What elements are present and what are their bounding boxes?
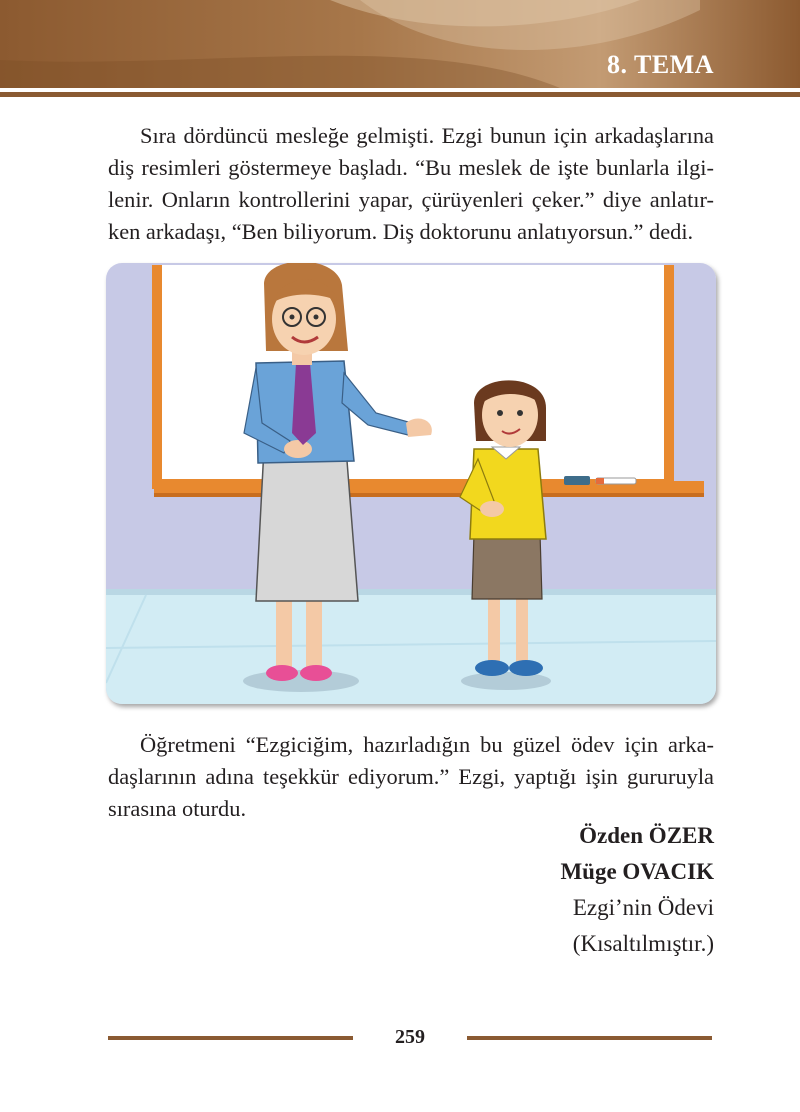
credits-block <box>560 818 714 962</box>
author-1: Özden ÖZER <box>579 823 714 848</box>
page-header <box>0 0 800 104</box>
footer-divider-right <box>467 1036 712 1040</box>
story-paragraph-1 <box>108 120 714 248</box>
work-title: Ezgi’nin Ödevi <box>572 895 714 920</box>
story-paragraph-1-text: Sıra dördüncü mesleğe gelmişti. Ezgi bunun için arkadaşlarına diş resimleri göstermeye başladı. “Bu meslek de işte bunlarla ilgi-lenir. Onların kontrollerini yapar, çürüyenleri çeker.” diye anlatır-ken arkadaşı, “Ben biliyorum. Diş doktorunu anlatıyorsun.” dedi. <box>108 123 714 244</box>
theme-title: 8. TEMA <box>606 50 714 79</box>
author-2: Müge OVACIK <box>560 859 714 884</box>
page-number: 259 <box>395 1026 425 1048</box>
abridged-note: (Kısaltılmıştır.) <box>572 931 714 956</box>
story-paragraph-2 <box>108 729 714 825</box>
footer-divider-left <box>108 1036 353 1040</box>
classroom-illustration <box>106 263 716 704</box>
story-paragraph-2-text: Öğretmeni “Ezgiciğim, hazırladığın bu güzel ödev için arka-daşlarının adına teşekkür ediyorum.” Ezgi, yaptığı işin gururuyla sırasına oturdu. <box>108 732 714 821</box>
